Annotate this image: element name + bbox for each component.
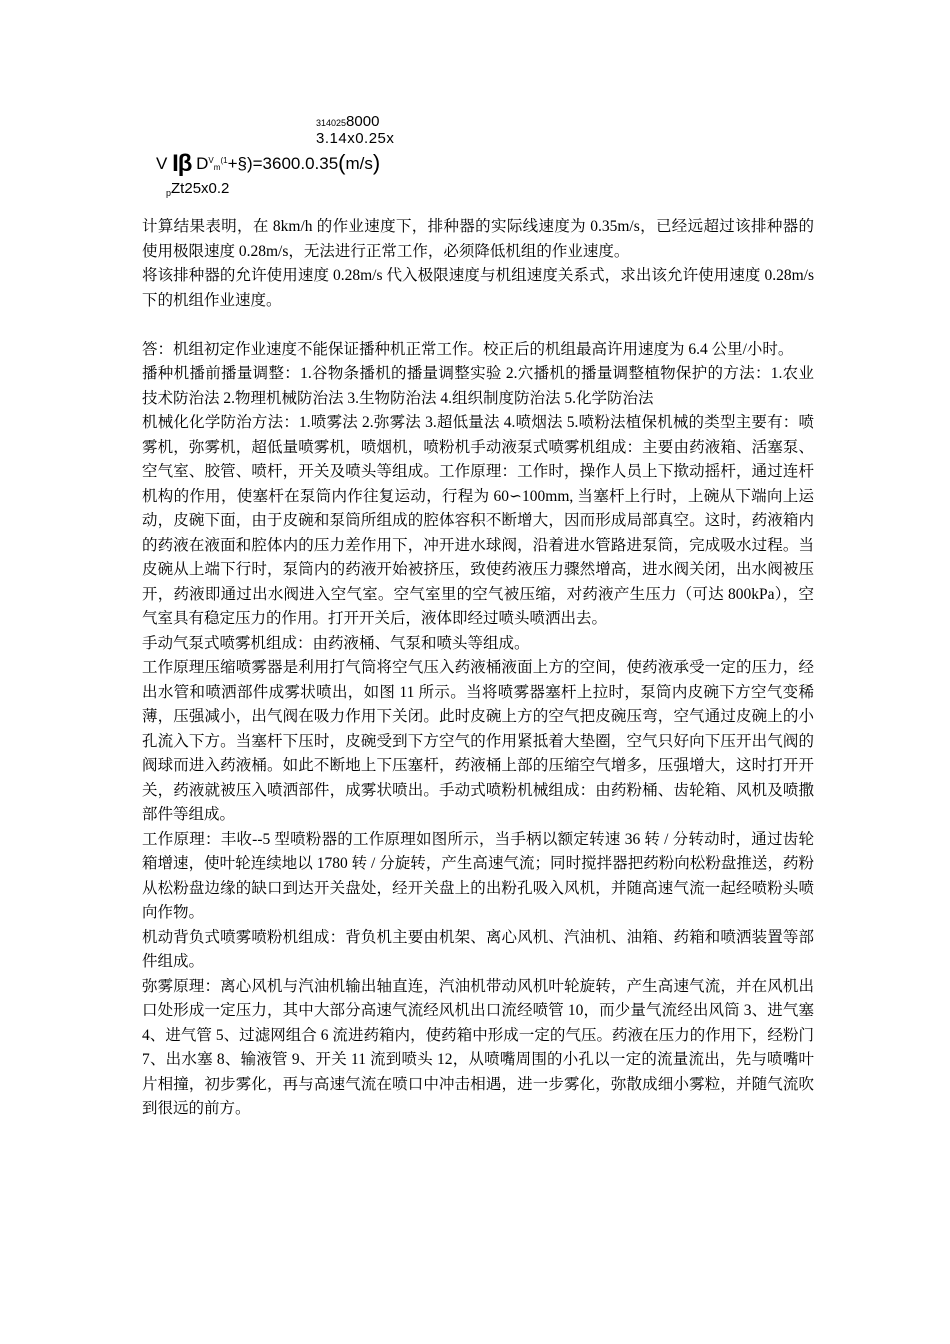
body-text xyxy=(142,215,814,1122)
formula-unit: m/s xyxy=(345,154,373,173)
formula-line-1 xyxy=(316,113,379,130)
formula-v: V xyxy=(156,154,168,173)
formula-expression: +§)=3600.0.35 xyxy=(227,154,339,173)
formula-close-paren: ) xyxy=(372,150,381,175)
formula-line-2: 3.14x0.25x xyxy=(316,130,395,147)
formula-sup-v: V xyxy=(208,156,214,165)
paragraph-mist-principle: 弥雾原理：离心风机与汽油机输出轴直连，汽油机带动风机叶轮旋转，产生高速气流，并在风机出口处形成一定压力，其中大部分高速气流经风机出口流经喷管 10，而少量气流经出风筒 3、进气塞 4、进气管 5、过滤网组合 6 流进药箱内，使药箱中形成一定的气压。药液在压力的作用下，经粉门 7、出水塞 8、输液管 9、开关 11 流到喷头 12，从喷嘴周围的小孔以一定的流量流出，先与喷嘴叶片相撞，初步雾化，再与高速气流在喷口中冲击相遇，进一步雾化，弥散成细小雾粒，并随气流吹到很远的前方。 xyxy=(142,977,814,1117)
formula-sub-m: m xyxy=(213,163,221,172)
formula-d: D xyxy=(196,154,209,173)
paragraph-seeding-adjustment: 播种机播前播量调整：1.谷物条播机的播量调整实验 2.穴播机的播量调整植物保护的方法：1.农业技术防治法 2.物理机械防治法 3.生物防治法 4.组织制度防治法 5.化学防治法 xyxy=(142,365,814,407)
formula-line-3 xyxy=(156,150,380,178)
formula-denominator: Zt25x0.2 xyxy=(171,180,230,197)
paragraph-answer: 答：机组初定作业速度不能保证播种机正常工作。校正后的机组最高许用速度为 6.4 公里/小时。 xyxy=(142,340,794,358)
paragraph-duster-principle: 工作原理：丰收--5 型喷粉器的工作原理如图所示，当手柄以额定转速 36 转 / 分转动时，通过齿轮箱增速，使叶轮连续地以 1780 转 / 分旋转，产生高速气流；同时搅拌器把药粉向松粉盘推送，药粉从松粉盘边缘的缺口到达开关盘处，经开关盘上的出粉孔吸入风机，并随高速气流一起经喷粉头喷向作物。 xyxy=(142,830,814,921)
paragraph-air-pump-sprayer: 手动气泵式喷雾机组成：由药液桶、气泵和喷头等组成。 xyxy=(142,634,530,652)
paragraph-result: 计算结果表明，在 8km/h 的作业速度下，排种器的实际线速度为 0.35m/s，已经远超过该排种器的使用极限速度 0.28m/s，无法进行正常工作，必须降低机组的作业速度。 xyxy=(142,218,814,260)
formula-numerator: 8000 xyxy=(346,113,380,130)
formula-symbol: Iβ xyxy=(172,150,192,177)
formula-line-4 xyxy=(166,180,229,198)
paragraph-substitute: 将该排种器的允许使用速度 0.28m/s 代入极限速度与机组速度关系式，求出该允许使用速度 0.28m/s 下的机组作业速度。 xyxy=(142,267,814,309)
paragraph-compression-sprayer: 工作原理压缩喷雾器是利用打气筒将空气压入药液桶液面上方的空间，使药液承受一定的压力，经出水管和喷洒部件成雾状喷出，如图 11 所示。当将喷雾器塞杆上拉时，泵筒内皮碗下方空气变稀薄，压强减小，出气阀在吸力作用下关闭。此时皮碗上方的空气把皮碗压弯，空气通过皮碗上的小孔流入下方。当塞杆下压时，皮碗受到下方空气的作用紧抵着大垫圈，空气只好向下压开出气阀的阀球而进入药液桶。如此不断地上下压塞杆，药液桶上部的压缩空气增多，压强增大，这时打开开关，药液就被压入喷洒部件，成雾状喷出。手动式喷粉机械组成：由药粉桶、齿轮箱、风机及喷撒部件等组成。 xyxy=(142,659,814,823)
formula-open-paren: ( xyxy=(338,150,346,175)
formula-sub-p: p xyxy=(166,188,172,198)
formula-sup-1: (1 xyxy=(220,156,228,165)
paragraph-backpack-machine: 机动背负式喷雾喷粉机组成：背负机主要由机架、离心风机、汽油机、油箱、药箱和喷洒装置等部件组成。 xyxy=(142,928,814,970)
paragraph-chemical-control: 机械化化学防治方法：1.喷雾法 2.弥雾法 3.超低量法 4.喷烟法 5.喷粉法植保机械的类型主要有：喷雾机，弥雾机，超低量喷雾机，喷烟机，喷粉机手动液泵式喷雾机组成：主要由药液箱、活塞泵、空气室、胶管、喷杆，开关及喷头等组成。工作原理：工作时，操作人员上下揿动摇杆，通过连杆机构的作用，使塞杆在泵筒内作往复运动，行程为 60∽100mm, 当塞杆上行时，上碗从下端向上运动，皮碗下面，由于皮碗和泵筒所组成的腔体容积不断增大，因而形成局部真空。这时，药液箱内的药液在液面和腔体内的压力差作用下，冲开进水球阀，沿着进水管路进泵筒，完成吸水过程。当皮碗从上端下行时，泵筒内的药液开始被挤压，致使药液压力骤然增高，进水阀关闭，出水阀被压开，药液即通过出水阀进入空气室。空气室里的空气被压缩，对药液产生压力（可达 800kPa），空气室具有稳定压力的作用。打开开关后，液体即经过喷头喷洒出去。 xyxy=(142,414,814,627)
formula-small-digits: 314025 xyxy=(316,118,347,128)
blank-line xyxy=(142,313,814,338)
